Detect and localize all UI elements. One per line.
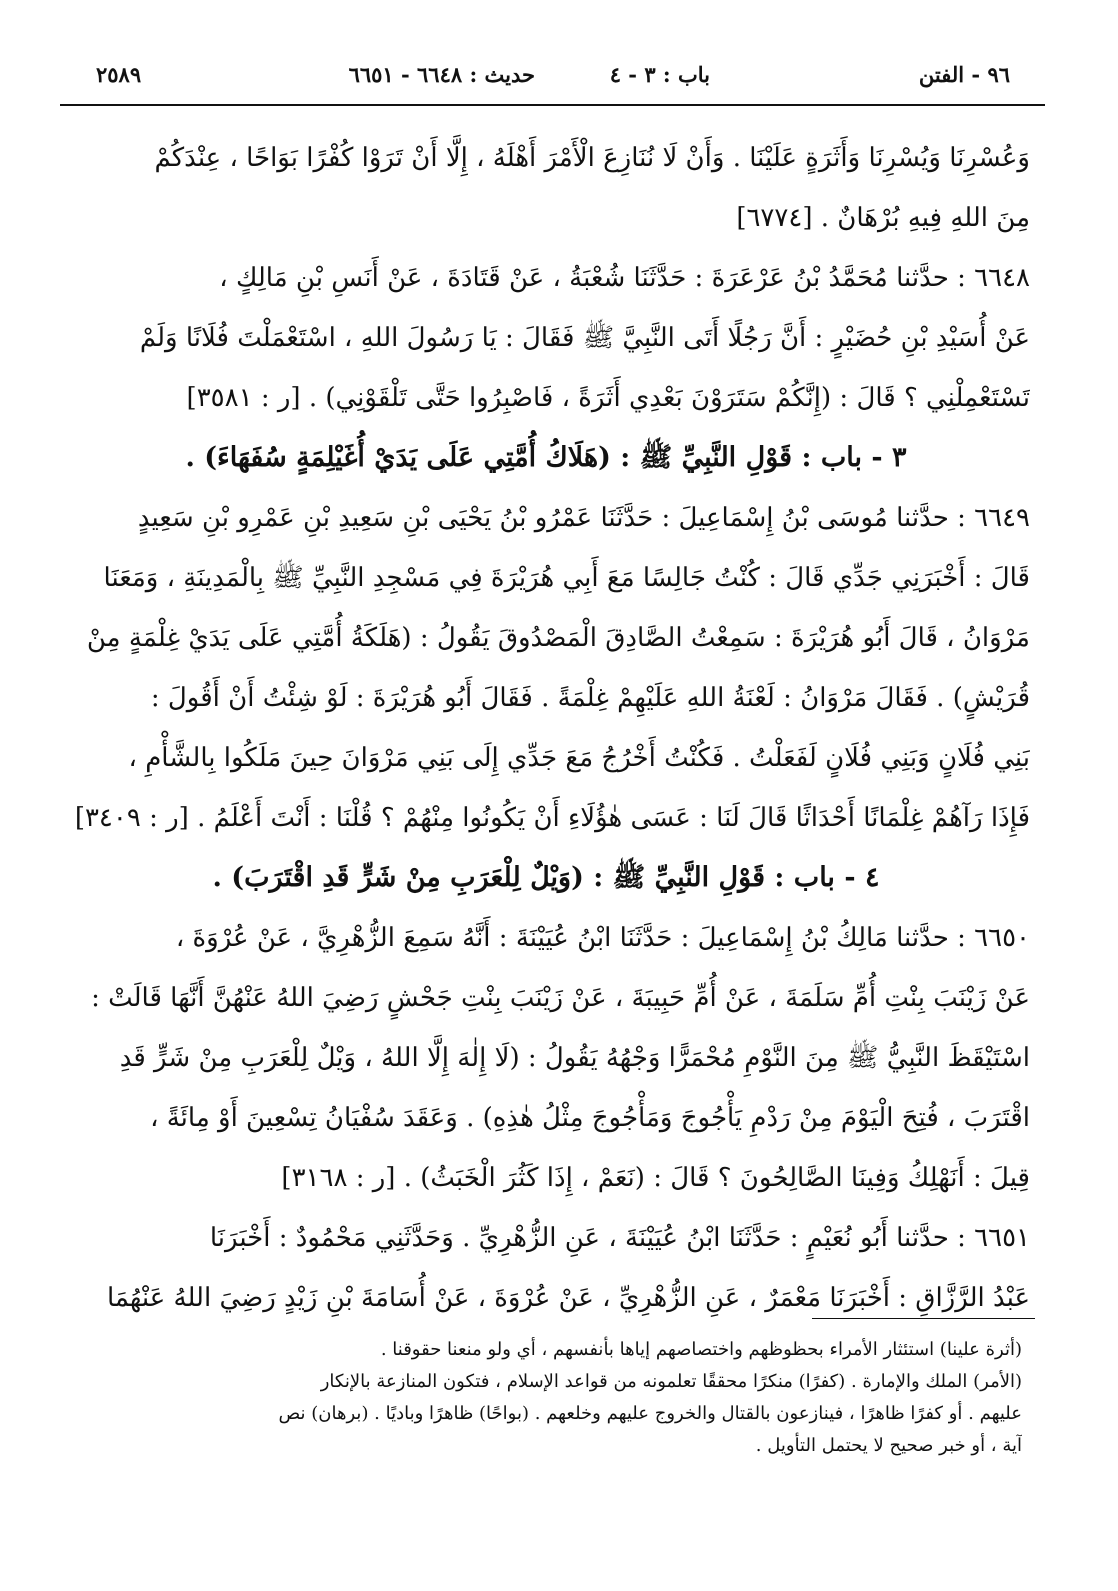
footnote-line: عليهم . أو كفرًا ظاهرًا ، فينازعون بالقتال والخروج عليهم وخلعهم . (بواحًا) ظاهرًا وباديًا . (برهان) نص <box>278 1403 1022 1424</box>
text-line: تَسْتَعْمِلْنِي ؟ قَالَ : (إِنَّكُمْ سَتَرَوْنَ بَعْدِي أَثَرَةً ، فَاصْبِرُوا حَتَّى تَلْقَوْنِي) . [ر : ٣٥٨١] <box>186 383 1030 413</box>
text-line: اسْتَيْقَظَ النَّبِيُّ ﷺ مِنَ النَّوْمِ مُحْمَرًّا وَجْهُهُ يَقُولُ : (لَا إِلٰهَ إِلَّا اللهُ ، وَيْلٌ لِلْعَرَبِ مِنْ شَرٍّ قَدِ <box>119 1043 1030 1073</box>
text-line: وَعُسْرِنَا وَيُسْرِنَا وَأَثَرَةٍ عَلَيْنَا . وَأَنْ لَا نُنَازِعَ الْأَمْرَ أَهْلَهُ ، إِلَّا أَنْ تَرَوْا كُفْرًا بَوَاحًا ، عِنْدَكُمْ <box>154 143 1030 173</box>
hadith-6650-line: ٦٦٥٠ : حدَّثنا مَالِكُ بْنُ إِسْمَاعِيلَ : حَدَّثَنَا ابْنُ عُيَيْنَةَ : أَنَّهُ سَمِعَ الزُّهْرِيَّ ، عَنْ عُرْوَةَ ، <box>175 923 1030 953</box>
text-line: قَالَ : أَخْبَرَنِي جَدِّي قَالَ : كُنْتُ جَالِسًا مَعَ أَبِي هُرَيْرَةَ فِي مَسْجِدِ النَّبِيِّ ﷺ بِالْمَدِينَةِ ، وَمَعَنَا <box>103 563 1030 593</box>
page-number: ٢٥٨٩ <box>96 62 142 87</box>
text-line: مَرْوَانُ ، قَالَ أَبُو هُرَيْرَةَ : سَمِعْتُ الصَّادِقَ الْمَصْدُوقَ يَقُولُ : (هَلَكَةُ أُمَّتِي عَلَى يَدَيْ غِلْمَةٍ مِنْ <box>86 623 1030 653</box>
text-line: عَنْ زَيْنَبَ بِنْتِ أُمِّ سَلَمَةَ ، عَنْ أُمِّ حَبِيبَةَ ، عَنْ زَيْنَبَ بِنْتِ جَحْشٍ رَضِيَ اللهُ عَنْهُنَّ أَنَّهَا قَالَتْ : <box>91 983 1030 1013</box>
page-header <box>96 58 1010 94</box>
footnotes <box>110 1334 1022 1462</box>
footnote-line: (الأمر) الملك والإمارة . (كفرًا) منكرًا محققًا تعلمونه من قواعد الإسلام ، فتكون المنازعة بالإنكار <box>320 1371 1022 1392</box>
bab-3-heading: ٣ - باب : قَوْلِ النَّبِيِّ ﷺ : (هَلَاكُ أُمَّتِي عَلَى يَدَيْ أُغَيْلِمَةٍ سُفَهَاءَ) . <box>185 442 907 473</box>
hadith-6651-line: ٦٦٥١ : حدَّثنا أَبُو نُعَيْمٍ : حَدَّثَنَا ابْنُ عُيَيْنَةَ ، عَنِ الزُّهْرِيِّ . وَحَدَّثَنِي مَحْمُودٌ : أَخْبَرَنَا <box>209 1223 1030 1253</box>
main-text <box>62 128 1030 1328</box>
text-line: عَنْ أُسَيْدِ بْنِ حُضَيْرٍ : أَنَّ رَجُلًا أَتَى النَّبِيَّ ﷺ فَقَالَ : يَا رَسُولَ اللهِ ، اسْتَعْمَلْتَ فُلَانًا وَلَمْ <box>139 323 1030 353</box>
text-line: مِنَ اللهِ فِيهِ بُرْهَانٌ . [٦٧٧٤] <box>736 203 1030 233</box>
footnote-line: آية ، أو خبر صحيح لا يحتمل التأويل . <box>755 1435 1022 1456</box>
header-divider <box>60 104 1045 106</box>
hadith-6648-line: ٦٦٤٨ : حدَّثنا مُحَمَّدُ بْنُ عَرْعَرَةَ : حَدَّثَنَا شُعْبَةُ ، عَنْ قَتَادَةَ ، عَنْ أَنَسِ بْنِ مَالِكٍ ، <box>219 263 1030 293</box>
text-line: قِيلَ : أَنَهْلِكُ وَفِينَا الصَّالِحُونَ ؟ قَالَ : (نَعَمْ ، إِذَا كَثُرَ الْخَبَثُ) . [ر : ٣١٦٨] <box>281 1163 1030 1193</box>
text-line: قُرَيْشٍ) . فَقَالَ مَرْوَانُ : لَعْنَةُ اللهِ عَلَيْهِمْ غِلْمَةً . فَقَالَ أَبُو هُرَيْرَةَ : لَوْ شِئْتُ أَنْ أَقُولَ : <box>150 683 1030 713</box>
chapter-title: ٩٦ - الفتن <box>918 62 1010 87</box>
footnote-divider <box>812 1318 1035 1319</box>
text-line: فَإِذَا رَآهُمْ غِلْمَانًا أَحْدَاثًا قَالَ لَنَا : عَسَى هٰؤُلَاءِ أَنْ يَكُونُوا مِنْهُمْ ؟ قُلْنَا : أَنْتَ أَعْلَمُ . [ر : ٣٤٠٩] <box>74 803 1030 833</box>
hadith-range: حديث : ٦٦٤٨ - ٦٦٥١ <box>348 62 535 87</box>
bab-4-heading: ٤ - باب : قَوْلِ النَّبِيِّ ﷺ : (وَيْلٌ لِلْعَرَبِ مِنْ شَرٍّ قَدِ اقْتَرَبَ) . <box>212 862 880 893</box>
text-line: اقْتَرَبَ ، فُتِحَ الْيَوْمَ مِنْ رَدْمِ يَأْجُوجَ وَمَأْجُوجَ مِثْلُ هٰذِهِ) . وَعَقَدَ سُفْيَانُ تِسْعِينَ أَوْ مِائَةً ، <box>150 1103 1030 1133</box>
footnote-line: (أثرة علينا) استئثار الأمراء بحظوظهم واختصاصهم إياها بأنفسهم ، أي ولو منعنا حقوقنا . <box>380 1339 1022 1360</box>
text-line: بَنِي فُلَانٍ وَبَنِي فُلَانٍ لَفَعَلْتُ . فَكُنْتُ أَخْرُجُ مَعَ جَدِّي إِلَى بَنِي مَرْوَانَ حِينَ مَلَكُوا بِالشَّأْمِ ، <box>128 743 1030 773</box>
hadith-6649-line: ٦٦٤٩ : حدَّثنا مُوسَى بْنُ إِسْمَاعِيلَ : حَدَّثَنَا عَمْرُو بْنُ يَحْيَى بْنِ سَعِيدِ بْنِ عَمْرِو بْنِ سَعِيدٍ <box>137 503 1030 533</box>
text-line: عَبْدُ الرَّزَّاقِ : أَخْبَرَنَا مَعْمَرٌ ، عَنِ الزُّهْرِيِّ ، عَنْ عُرْوَةَ ، عَنْ أُسَامَةَ بْنِ زَيْدٍ رَضِيَ اللهُ عَنْهُمَا <box>106 1283 1030 1313</box>
bab-range: باب : ٣ - ٤ <box>609 62 710 87</box>
